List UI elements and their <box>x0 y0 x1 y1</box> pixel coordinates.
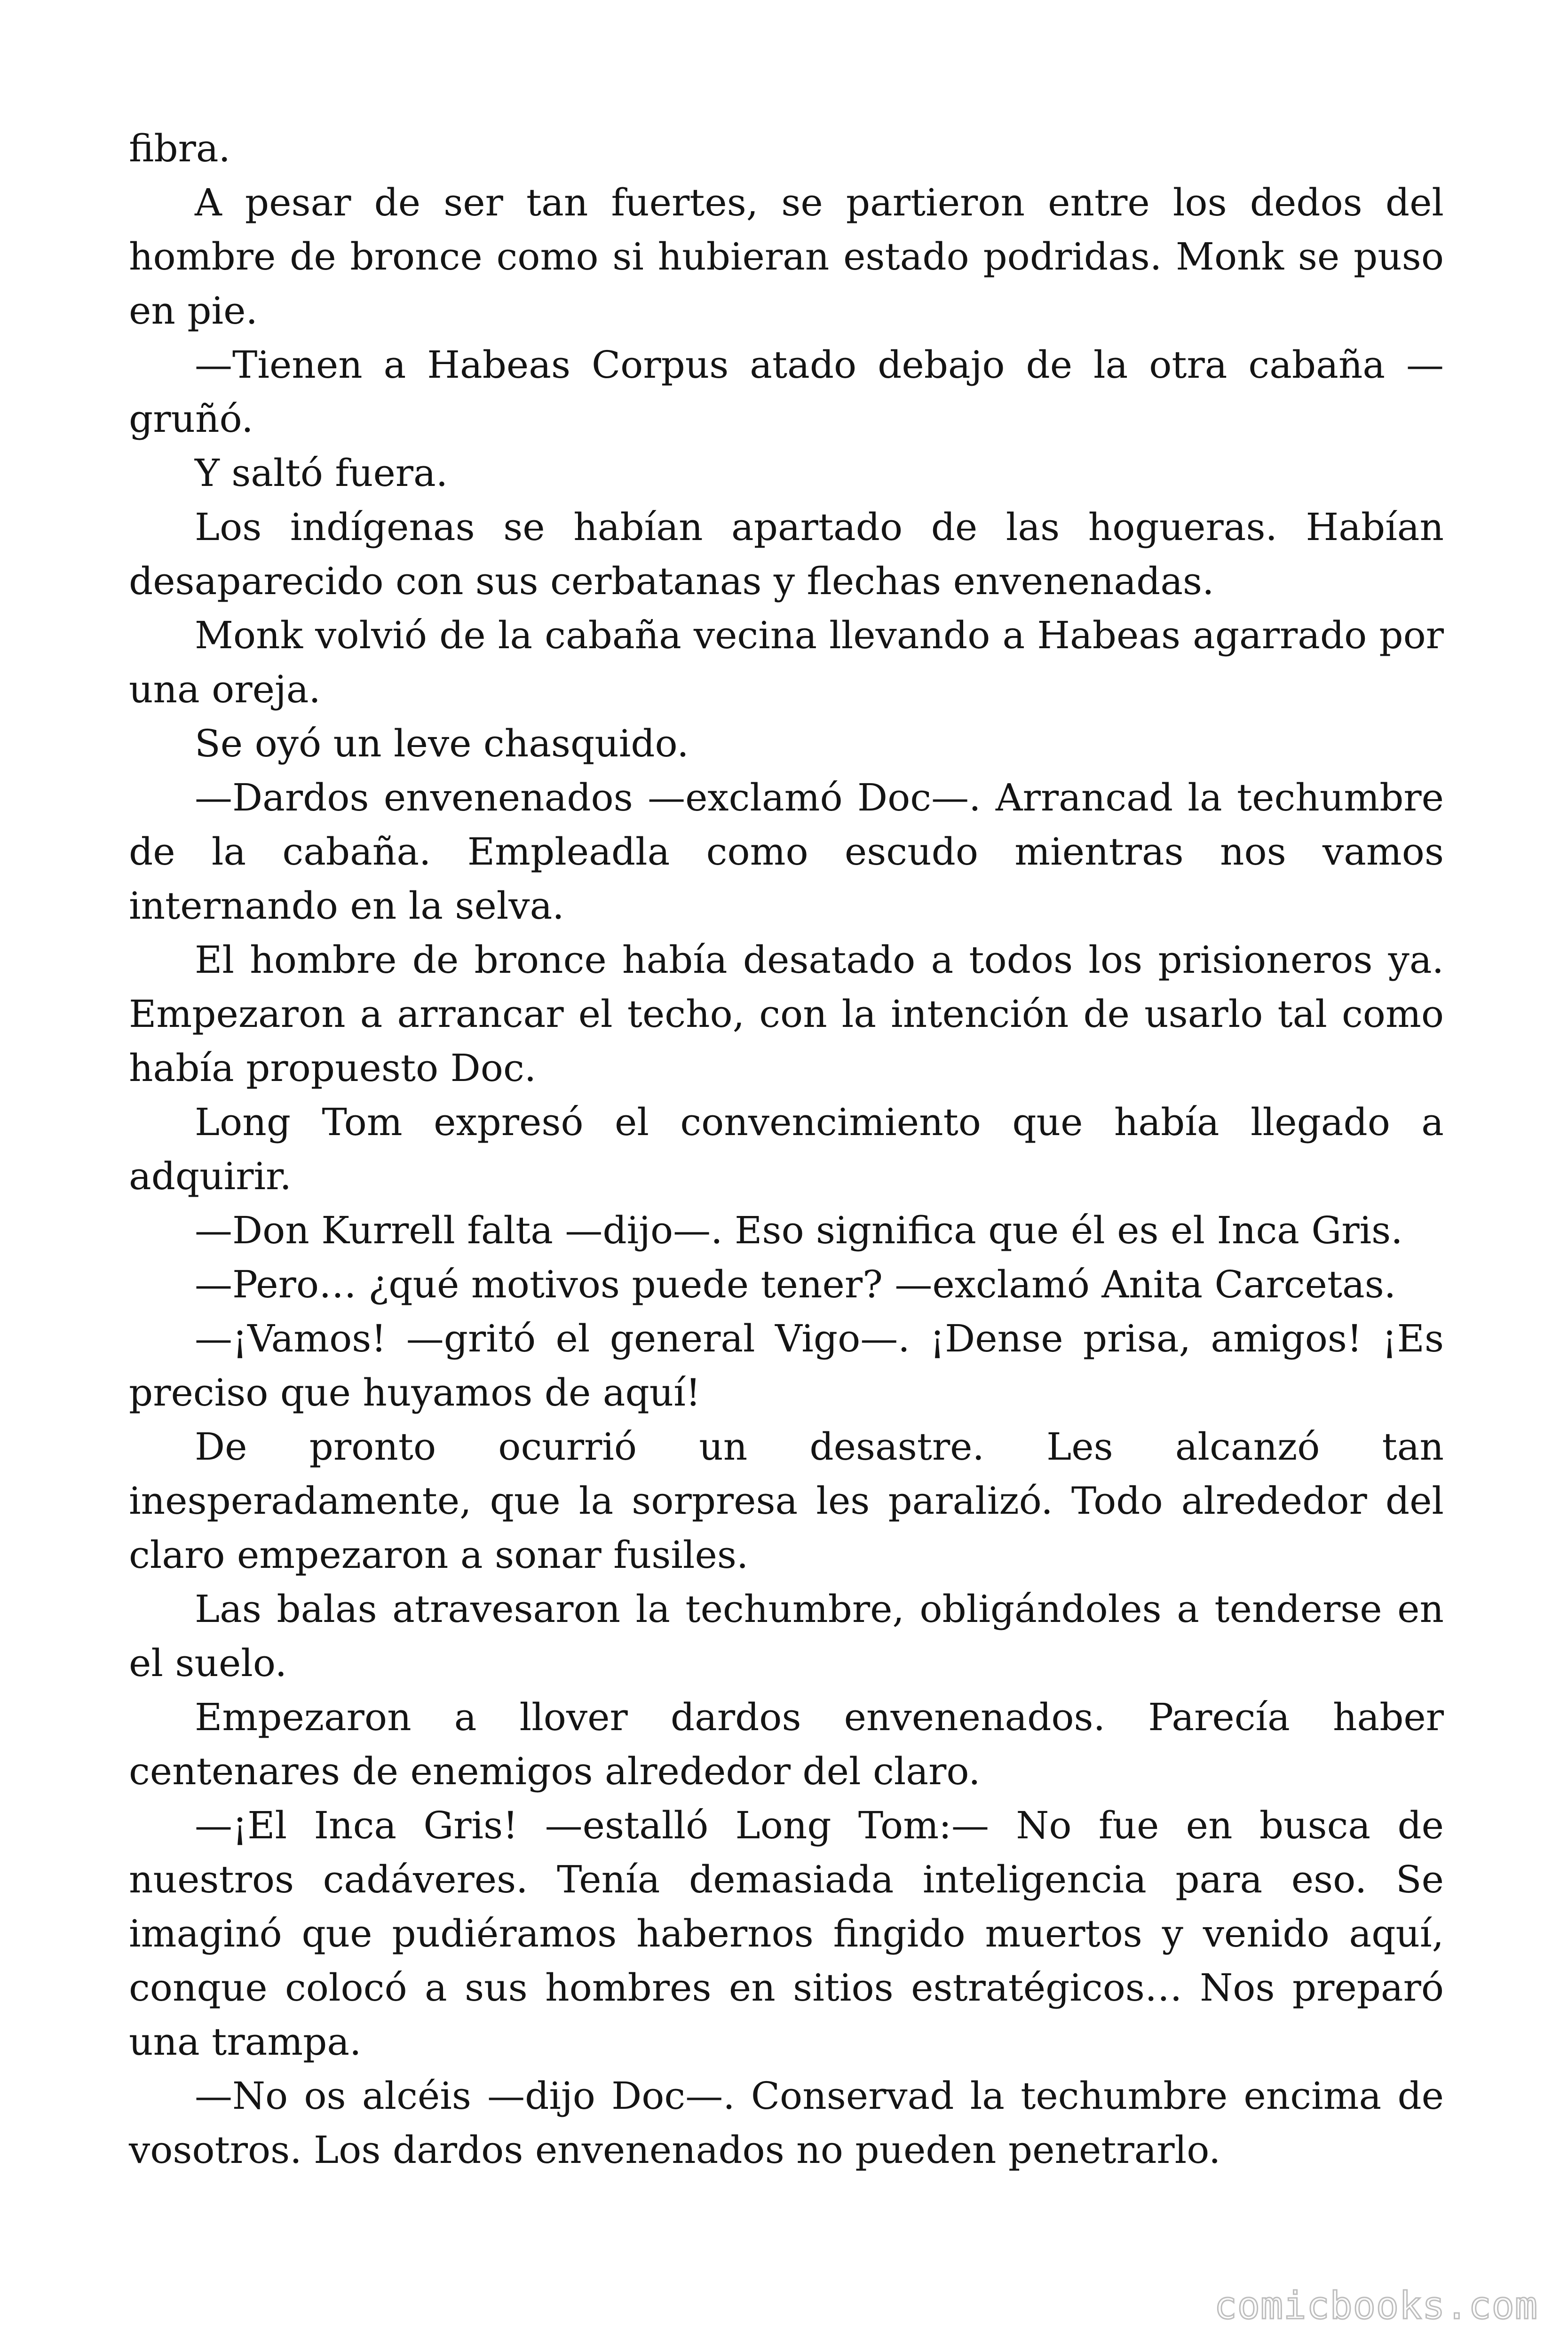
paragraph: A pesar de ser tan fuertes, se partieron entre los dedos del hombre de bronce como si hubieran estado podridas. Monk se puso en pie. <box>129 181 1444 333</box>
paragraph: —Dardos envenenados —exclamó Doc—. Arrancad la techumbre de la cabaña. Empleadla como escudo mientras nos vamos internando en la selva. <box>129 776 1444 928</box>
page-body <box>129 121 1444 2177</box>
paragraph: De pronto ocurrió un desastre. Les alcanzó tan inesperadamente, que la sorpresa les paralizó. Todo alrededor del claro empezaron a sonar fusiles. <box>129 1425 1444 1577</box>
paragraph: Se oyó un leve chasquido. <box>195 722 689 765</box>
paragraph: El hombre de bronce había desatado a todos los prisioneros ya. Empezaron a arrancar el techo, con la intención de usarlo tal como había propuesto Doc. <box>129 938 1444 1090</box>
watermark: comicbooks.com <box>1214 2284 1538 2328</box>
paragraph: Monk volvió de la cabaña vecina llevando a Habeas agarrado por una oreja. <box>129 613 1444 711</box>
paragraph: —¡Vamos! —gritó el general Vigo—. ¡Dense prisa, amigos! ¡Es preciso que huyamos de aquí! <box>129 1317 1444 1414</box>
paragraph: Los indígenas se habían apartado de las hogueras. Habían desaparecido con sus cerbatanas y flechas envenenadas. <box>129 505 1444 603</box>
paragraph: Long Tom expresó el convencimiento que había llegado a adquirir. <box>129 1100 1444 1198</box>
paragraph: —No os alcéis —dijo Doc—. Conservad la techumbre encima de vosotros. Los dardos envenenados no pueden penetrarlo. <box>129 2074 1444 2172</box>
paragraph: Y saltó fuera. <box>195 451 448 495</box>
paragraph: Las balas atravesaron la techumbre, obligándoles a tenderse en el suelo. <box>129 1587 1444 1685</box>
paragraph: Empezaron a llover dardos envenenados. Parecía haber centenares de enemigos alrededor del claro. <box>129 1695 1444 1793</box>
paragraph: —Don Kurrell falta —dijo—. Eso significa que él es el Inca Gris. <box>195 1208 1403 1252</box>
paragraph: —¡El Inca Gris! —estalló Long Tom:— No fue en busca de nuestros cadáveres. Tenía demasiada inteligencia para eso. Se imaginó que pudiéramos habernos fingido muertos y venido aquí, conque colocó a sus hombres en sitios estratégicos… Nos preparó una trampa. <box>129 1804 1444 2064</box>
paragraph-continuation: fibra. <box>129 127 230 170</box>
paragraph: —Pero… ¿qué motivos puede tener? —exclamó Anita Carcetas. <box>195 1263 1396 1306</box>
paragraph: —Tienen a Habeas Corpus atado debajo de la otra cabaña —gruñó. <box>129 343 1444 441</box>
